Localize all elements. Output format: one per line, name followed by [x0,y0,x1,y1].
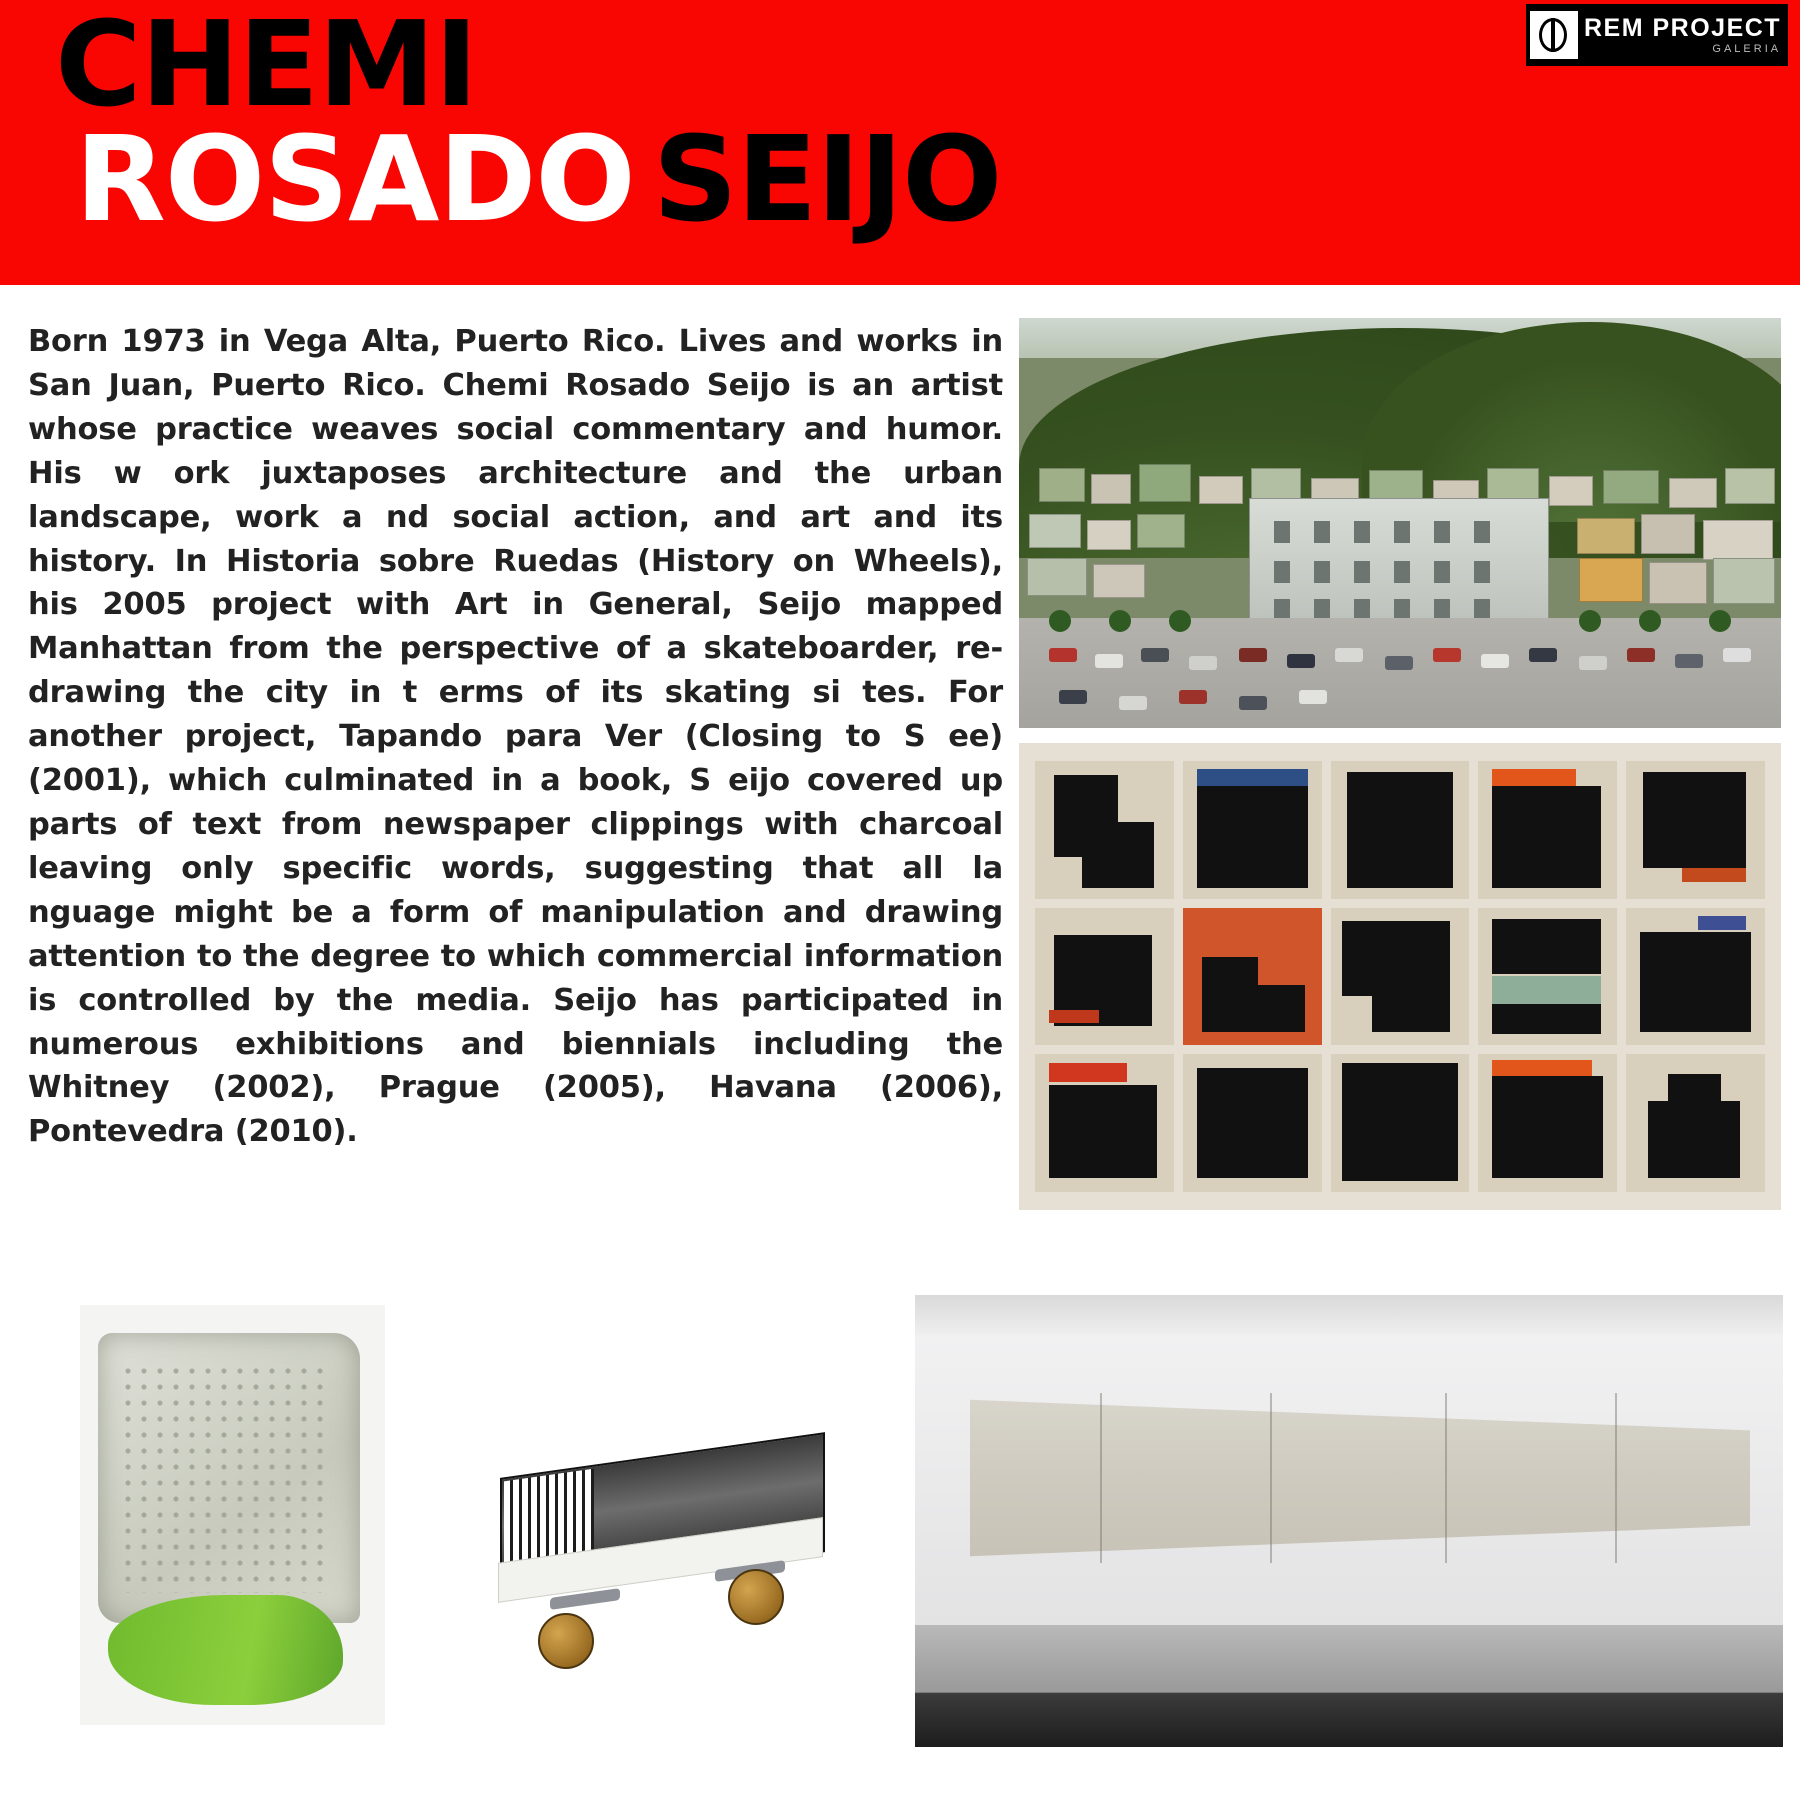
grid-work [1478,1054,1617,1192]
grid-work [1035,1054,1174,1192]
gallery-wall-scroll-photo [915,1295,1783,1747]
grid-work [1035,908,1174,1046]
grid-work [1626,908,1765,1046]
grid-work [1626,1054,1765,1192]
grid-work [1183,761,1322,899]
grid-work [1183,908,1322,1046]
grid-work [1331,1054,1470,1192]
page-content [0,285,1800,1800]
title-first-line: CHEMI [55,0,478,133]
artist-bio-text: Born 1973 in Vega Alta, Puerto Rico. Lives and works in San Juan, Puerto Rico. Chemi Rosado Seijo is an artist whose practice weaves social commentary and humor. His w ork juxtaposes architecture and the urban landscape, work a nd social action, and art and its history. In Historia sobre Ruedas (History on Wheels), his 2005 project with Art in General, Seijo mapped Manhattan from the perspective of a skateboarder, re-drawing the city in t erms of its skating si tes. For another project, Tapando para Ver (Closing to S ee) (2001), which culminated in a book, S eijo covered up parts of text from newspaper clippings with charcoal leaving only specific words, suggesting that all la nguage might be a form of manipulation and drawing attention to the degree to which commercial information is controlled by the media. Seijo has participated in numerous exhibitions and biennials including the Whitney (2002), Prague (2005), Havana (2006), Pontevedra (2010). [28,324,1003,1150]
grid-work [1183,1054,1322,1192]
gallery-logo[interactable] [1526,4,1788,66]
page-header [0,0,1800,285]
book-skateboard-photo [490,1325,890,1725]
skate-wheel [728,1569,784,1625]
grid-work [1035,761,1174,899]
large-building [1249,498,1549,628]
green-relief-photo [80,1305,385,1725]
grid-work [1478,761,1617,899]
logo-text [1584,13,1782,55]
logo-main-label: REM PROJECT [1584,13,1782,42]
grid-work [1331,908,1470,1046]
skate-wheel [538,1613,594,1669]
title-second-line [55,109,1002,248]
black-works-grid-photo [1019,743,1781,1210]
grid-work [1478,908,1617,1046]
logo-sub-label: GALERIA [1712,42,1782,55]
title-surname: SEIJO [652,109,1002,248]
hillside-town-photo [1019,318,1781,728]
title-name: ROSADO [75,109,635,248]
page-title [55,0,1002,248]
grid-work [1331,761,1470,899]
grid-work [1626,761,1765,899]
rem-monogram-icon [1530,11,1578,59]
